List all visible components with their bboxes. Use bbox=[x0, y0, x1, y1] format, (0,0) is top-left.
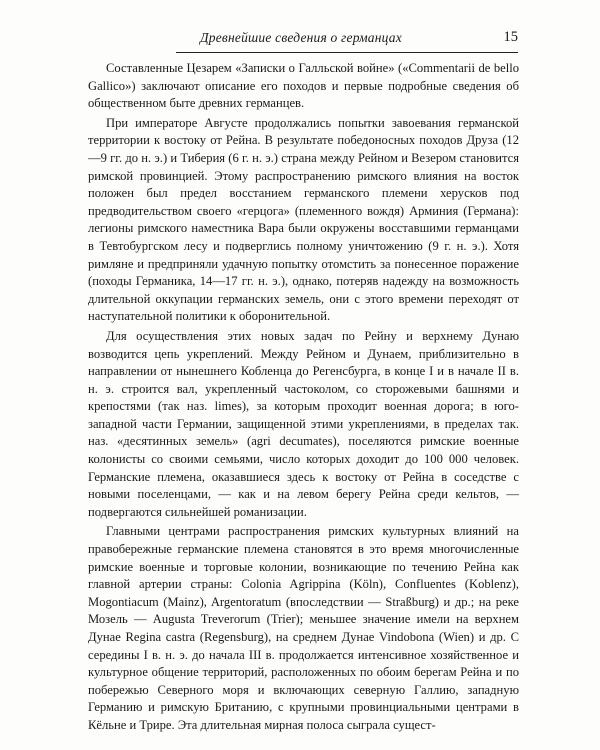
paragraph-limes: Для осуществления этих новых задач по Рейну и верхнему Дунаю возводится цепь укреплений. Между Рейном и Дунаем, приблизительно в направлении от нынешнего Кобленца до Регенсбурга, в конце I и в начале II в. н. э. строится вал, укрепленный частоколом, со сторожевыми башнями и крепостями (так наз. limes), за которым проходит военная дорога; в юго-западной части Германии, защищенной этими укреплениями, в пределах так. наз. «десятинных земель» (agri decumates), поселяются римские военные колонисты со своими семьями, число которых доходит до 100 000 человек. Германские племена, оказавшиеся здесь к востоку от Рейна в соседстве с новыми поселенцами, — как и на левом берегу Рейна среди кельтов, — подвергаются сильнейшей романизации. bbox=[88, 328, 519, 519]
paragraph-augustus: При императоре Августе продолжались попытки завоевания германской территории к востоку от Рейна. В результате победоносных походов Друза (12—9 гг. до н. э.) и Тиберия (6 г. н. э.) страна между Рейном и Везером становится римской провинцией. Этому распространению римского влияния на восток положен был предел восстанием германского племени херусков под предводительством своего «герцога» (племенного вождя) Арминия (Германа): легионы римского наместника Вара были окружены восставшими германцами в Тевтобургском лесу и подверглись полному уничтожению (9 г. н. э.). Хотя римляне и предприняли удачную попытку отомстить за понесенное поражение (походы Германика, 14—17 гг. н. э.), однако, потеряв надежду на возможность длительной оккупации германских земель, они с этого времени переходят от наступательной политики к оборонительной. bbox=[88, 115, 519, 324]
page-body bbox=[88, 60, 519, 735]
paragraph-commentarii: Составленные Цезарем «Записки о Галльской войне» («Commentarii de bello Gallico») заключают описание его походов и первые подробные сведения об общественном быте древних германцев. bbox=[88, 61, 519, 111]
running-title: Древнейшие сведения о германцах bbox=[200, 30, 402, 45]
paragraph-roman-centers: Главными центрами распространения римских культурных влияний на правобережные германские племена становятся в это время многочисленные римские военные и торговые колонии, возникающие по течению Рейна как главной артерии страны: Colonia Agrippina (Köln), Confluentes (Koblenz), Mogontiacum (Mainz), Argentoratum (впоследствии — Straßburg) и др.; на реке Мозель — Augusta Treverorum (Trier); меньшее значение имели на верхнем Дунае Regina castra (Regensburg), на среднем Дунае Vindobona (Wien) и др. С середины I в. н. э. до начала III в. продолжается интенсивное хозяйственное и культурное общение территорий, расположенных по обоим берегам Рейна и по побережью Северного моря и включающих северную Галлию, западную Германию и римскую Британию, с крупными провинциальными центрами в Кёльне и Трире. Эта длительная мирная полоса сыграла сущест- bbox=[88, 524, 519, 732]
page-number: 15 bbox=[503, 29, 518, 45]
page-header bbox=[176, 28, 518, 53]
